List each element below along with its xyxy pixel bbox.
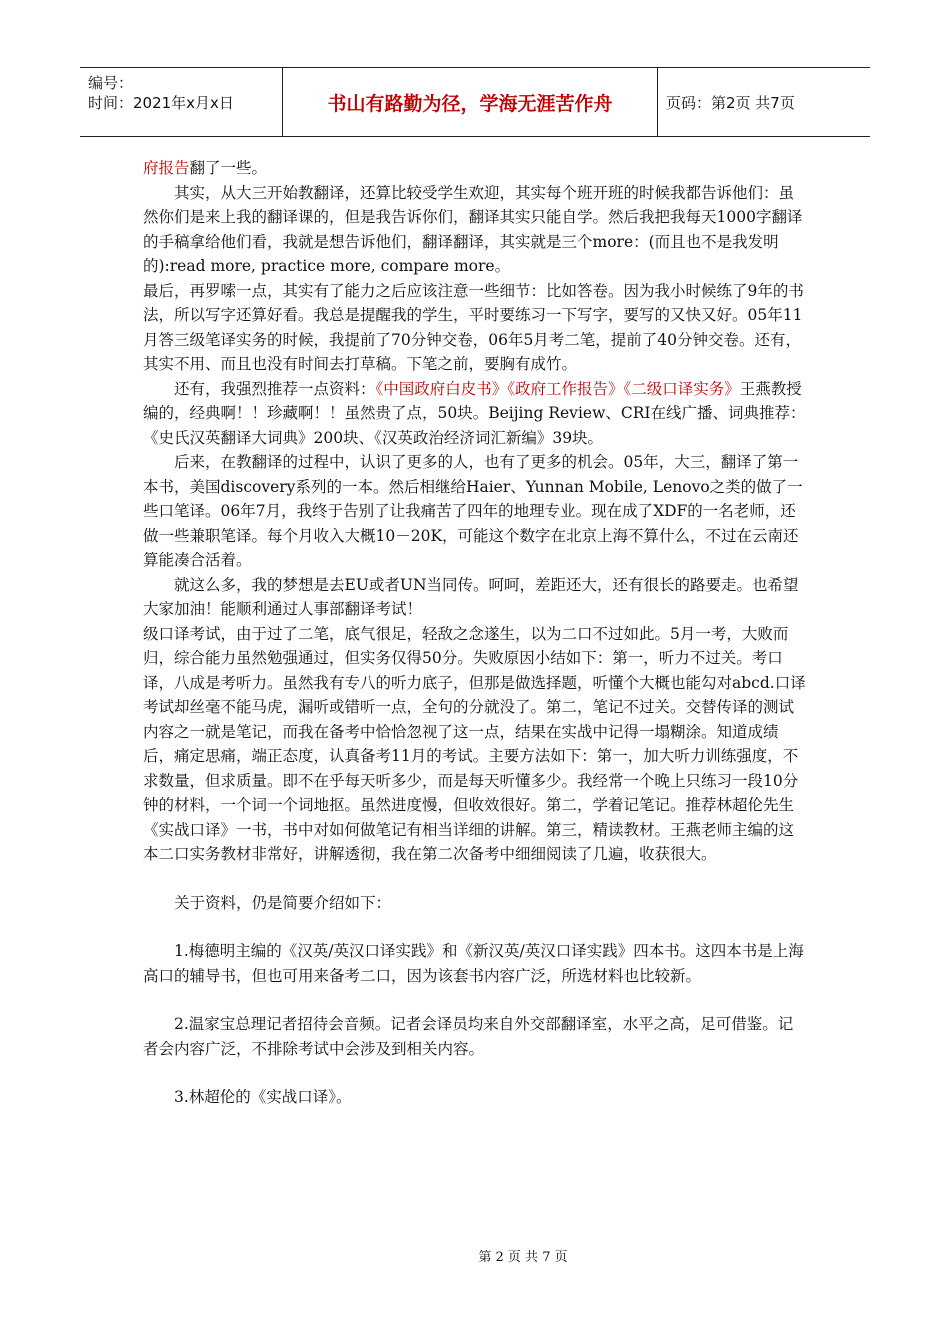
document-number: 编号： [88,74,134,92]
paragraph-text: 还有，我强烈推荐一点资料： [174,379,376,398]
paragraph-10: 2.温家宝总理记者招待会音频。记者会译员均来自外交部翻译室，水平之高，足可借鉴。记者会内容广泛，不排除考试中会涉及到相关内容。 [143,1015,794,1058]
header-motto: 书山有路勤为径，学海无涯苦作舟 [283,68,658,136]
paragraph-8: 关于资料，仍是简要介绍如下： [174,893,392,912]
paragraph-9: 1.梅德明主编的《汉英/英汉口译实践》和《新汉英/英汉口译实践》四本书。这四本书是上海高口的辅导书，但也可用来备考二口，因为该套书内容广泛，所选材料也比较新。 [143,942,804,985]
paragraph-3: 最后，再罗嗦一点，其实有了能力之后应该注意一些细节：比如答卷。因为我小时候练了9年的书法，所以写字还算好看。我总是提醒我的学生，平时要练习一下写字，要写的又快又好。05年11月答三级笔译实务的时候，我提前了70分钟交卷，06年5月考二笔，提前了40分钟交卷。还有，其实不用、而且也没有时间去打草稿。下笔之前，要胸有成竹。 [143,281,804,373]
spacer [143,915,808,939]
footer-page-number: 第 2 页 共 7 页 [478,1250,568,1265]
paragraph-text: 王燕教授编的，经典啊！！珍藏啊！！虽然贵了点，50块。Beijing Review、CRI在线广播、词典推荐：《史氏汉英翻译大词典》200块、《汉英政治经济词汇新编》39块。 [143,379,806,447]
red-text: 府报告 [143,159,190,177]
paragraph-5: 后来，在教翻译的过程中，认识了更多的人，也有了更多的机会。05年，大三，翻译了第一本书，美国discovery系列的一本。然后相继给Haier、Yunnan Mobile, Lenovo之类的做了一些口笔译。06年7月，我终于告别了让我痛苦了四年的地理专业。现在成了XDF的一名老师，还做一些兼职笔译。每个月收入大概10－20K，可能这个数字在北京上海不算什么，不过在云南还算能凑合活着。 [143,453,803,569]
page-header [80,67,870,137]
paragraph-2: 其实，从大三开始教翻译，还算比较受学生欢迎，其实每个班开班的时候我都告诉他们：虽然你们是来上我的翻译课的，但是我告诉你们，翻译其实只能自学。然后我把我每天1000字翻译的手稿拿给他们看，我就是想告诉他们，翻译翻译，其实就是三个more：(而且也不是我发明的):read more, practice more, compare more。 [143,183,803,275]
spacer [143,867,808,891]
header-page-number: 页码：第2页 共7页 [666,93,795,112]
spacer [143,1061,808,1085]
red-text: 《中国政府白皮书》《政府工作报告》《二级口译实务》 [375,379,740,398]
paragraph-1 [143,156,808,181]
document-body [143,156,808,1110]
paragraph-7: 级口译考试，由于过了二笔，底气很足，轻敌之念遂生，以为二口不过如此。5月一考，大败而归，综合能力虽然勉强通过，但实务仅得50分。失败原因小结如下：第一，听力不过关。考口译，八成是考听力。虽然我有专八的听力底子，但那是做选择题，听懂个大概也能勾对abcd.口译考试却丝毫不能马虎，漏听或错听一点，全句的分就没了。第二，笔记不过关。交替传译的测试内容之一就是笔记，而我在备考中恰恰忽视了这一点，结果在实战中记得一塌糊涂。知道成绩后，痛定思痛，端正态度，认真备考11月的考试。主要方法如下：第一，加大听力训练强度，不求数量，但求质量。即不在乎每天听多少，而是每天听懂多少。我经常一个晚上只练习一段10分钟的材料，一个词一个词地抠。虽然进度慢，但收效很好。第二，学着记笔记。推荐林超伦先生《实战口译》一书，书中对如何做笔记有相当详细的讲解。第三，精读教材。王燕老师主编的这本二口实务教材非常好，讲解透彻，我在第二次备考中细细阅读了几遍，收获很大。 [143,624,806,863]
paragraph-6: 就这么多，我的梦想是去EU或者UN当同传。呵呵，差距还大，还有很长的路要走。也希望大家加油！能顺利通过人事部翻译考试！ [143,575,799,618]
page-footer [0,1246,950,1265]
document-time: 时间：2021年x月x日 [88,94,234,112]
paragraph-4 [143,377,808,451]
paragraph-11: 3.林超伦的《实战口译》。 [174,1088,352,1106]
header-meta [80,68,283,136]
spacer [143,988,808,1012]
paragraph-text: 翻了一些。 [189,159,268,177]
